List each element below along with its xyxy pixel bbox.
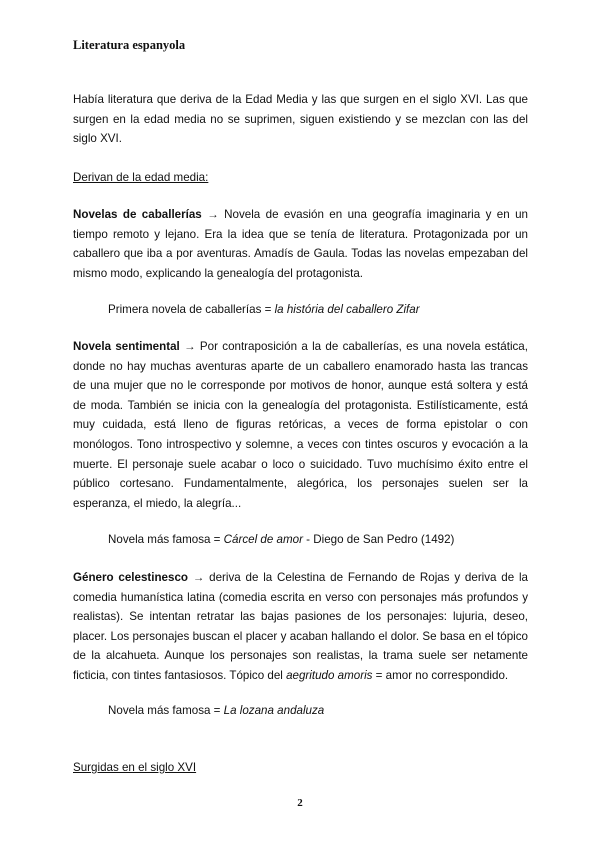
arrow-icon: → bbox=[207, 208, 219, 221]
note-sentimental bbox=[108, 530, 454, 550]
paragraph-sentimental bbox=[73, 337, 528, 513]
note-caballerias bbox=[108, 300, 420, 320]
arrow-icon: → bbox=[184, 340, 196, 353]
running-header: Literatura espanyola bbox=[73, 38, 186, 52]
page-number: 2 bbox=[297, 797, 303, 809]
section-heading-edad-media: Derivan de la edad media: bbox=[73, 171, 209, 184]
sentimental-text: Por contraposición a la de caballerías, es una novela estática, donde no hay muchas aventuras aparte de un caballero enamorado hasta las trancas de una mujer que no le corresponde por motivos de honor, aunque está soltera y está de moda. También se inicia con la genealogía del protagonista. Estilísticamente, está muy cuidada, está lleno de figuras retóricas, a veces de forma epistolar o con monólogos. Tono introspectivo y solemne, a veces con tintes oscuros y evocación a la muerte. El personaje suele acabar o loco o suicidado. Tuvo muchísimo éxito entre el público cortesano. Fundamentalmente, alegórica, los personajes suelen ser la esperanza, el miedo, la alegría... bbox=[73, 340, 528, 510]
intro-paragraph: Había literatura que deriva de la Edad Media y las que surgen en el siglo XVI. Las que surgen en la edad media no se suprimen, siguen existiendo y se mezclan con las del siglo XVI. bbox=[73, 93, 528, 146]
celestinesco-text-a: deriva de la Celestina de Fernando de Rojas y deriva de la comedia humanística latina (comedia escrita en verso con personajes más profundos y realistas). Se intentan retratar las bajas pasiones de los personajes: lujuria, deseo, placer. Los personajes buscan el placer y acaban hallando el dolor. Se basa en el tópico de la alcahueta. Aunque los personajes son realistas, la trama suele ser netamente ficticia, con tintes fantasiosos. Tópico del bbox=[73, 571, 528, 682]
paragraph-caballerias bbox=[73, 205, 528, 283]
note-label: Novela más famosa = bbox=[108, 704, 224, 717]
note-title: La lozana andaluza bbox=[223, 704, 325, 717]
term-celestinesco: Género celestinesco bbox=[73, 571, 188, 584]
section-heading-siglo-xvi: Surgidas en el siglo XVI bbox=[73, 761, 197, 774]
term-sentimental: Novela sentimental bbox=[73, 340, 180, 353]
celestinesco-italic-term: aegritudo amoris bbox=[286, 668, 373, 682]
arrow-icon: → bbox=[192, 571, 205, 584]
note-title: la história del caballero Zifar bbox=[274, 303, 420, 316]
celestinesco-text-b: = amor no correspondido. bbox=[372, 668, 509, 682]
note-label: Novela más famosa = bbox=[108, 533, 224, 546]
note-celestinesco bbox=[108, 701, 324, 721]
note-rest: - Diego de San Pedro (1492) bbox=[302, 533, 455, 546]
term-caballerias: Novelas de caballerías bbox=[73, 208, 202, 221]
paragraph-celestinesco bbox=[73, 568, 528, 686]
caballerias-text: Novela de evasión en una geografía imaginaria y en un tiempo remoto y lejano. Era la idea que se tenía de literatura. Protagonizada por un caballero que iba a por aventuras. Amadís de Gaula. Todas las novelas empezaban del mismo modo, explicando la genealogía del protagonista. bbox=[73, 208, 528, 280]
note-title: Cárcel de amor bbox=[223, 533, 303, 546]
note-label: Primera novela de caballerías = bbox=[108, 303, 275, 316]
